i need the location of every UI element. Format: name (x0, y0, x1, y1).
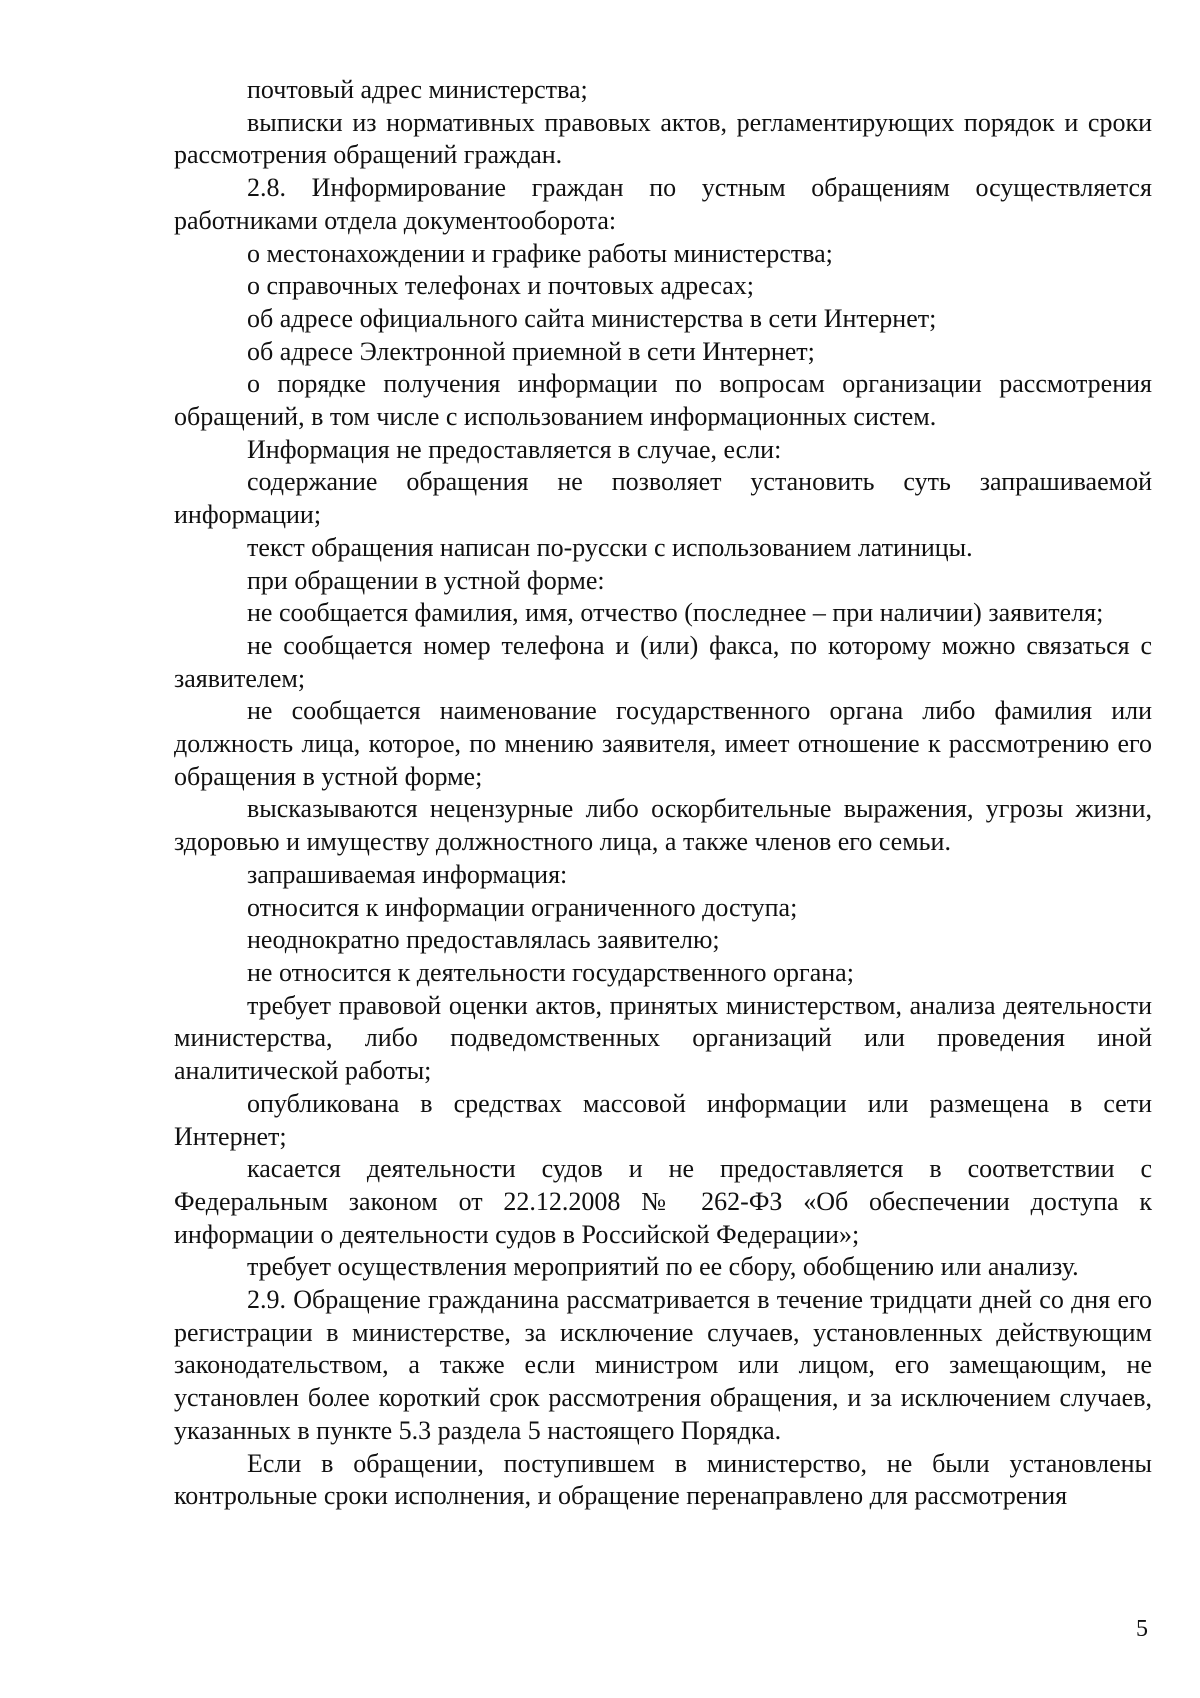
paragraph: высказываются нецензурные либо оскорбительные выражения, угрозы жизни, здоровью и имуществу должностного лица, а также членов его семьи. (174, 794, 1152, 857)
paragraph: не сообщается наименование государственного органа либо фамилия или должность лица, которое, по мнению заявителя, имеет отношение к рассмотрению его обращения в устной форме; (174, 696, 1152, 791)
paragraph: почтовый адрес министерства; (247, 75, 588, 104)
paragraph: о справочных телефонах и почтовых адресах; (247, 271, 754, 301)
paragraph: 2.8. Информирование граждан по устным обращениям осуществляется работниками отдела документооборота: (174, 173, 1152, 235)
paragraph: не сообщается номер телефона и (или) факса, по которому можно связаться с заявителем; (174, 630, 1152, 693)
paragraph: не относится к деятельности государственного органа; (247, 957, 854, 987)
paragraph: Информация не предоставляется в случае, если: (247, 434, 782, 464)
paragraph: 2.9. Обращение гражданина рассматривается в течение тридцати дней со дня его регистрации в министерстве, за исключение случаев, установленных действующим законодательством, а также если министром или лицом, его замещающим, не установлен более короткий срок рассмотрения обращения, и за исключением случаев, указанных в пункте 5.3 раздела 5 настоящего Порядка. (174, 1285, 1152, 1445)
paragraph: о местонахождении и графике работы министерства; (247, 238, 833, 268)
paragraph: содержание обращения не позволяет установить суть запрашиваемой информации; (174, 467, 1152, 530)
paragraph: Если в обращении, поступившем в министерство, не были установлены контрольные сроки исполнения, и обращение перенаправлено для рассмотрения (174, 1448, 1152, 1511)
paragraph: касается деятельности судов и не предоставляется в соответствии с Федеральным законом от 22.12.2008 № 262-ФЗ «Об обеспечении доступа к информации о деятельности судов в Российской Федерации»; (174, 1154, 1152, 1249)
paragraph: относится к информации ограниченного доступа; (247, 892, 798, 922)
paragraph: о порядке получения информации по вопросам организации рассмотрения обращений, в том числе с использованием информационных систем. (174, 369, 1152, 432)
paragraph: требует осуществления мероприятий по ее сбору, обобщению или анализу. (247, 1252, 1079, 1282)
paragraph: не сообщается фамилия, имя, отчество (последнее – при наличии) заявителя; (247, 598, 1104, 628)
paragraph: опубликована в средствах массовой информации или размещена в сети Интернет; (174, 1088, 1152, 1151)
paragraph: об адресе Электронной приемной в сети Интернет; (247, 336, 815, 366)
paragraph: текст обращения написан по-русски с использованием латиницы. (247, 532, 973, 562)
paragraph: неоднократно предоставлялась заявителю; (247, 925, 720, 955)
document-body (174, 74, 1152, 1513)
paragraph: при обращении в устной форме: (247, 565, 605, 595)
paragraph: запрашиваемая информация: (247, 859, 568, 889)
paragraph: об адресе официального сайта министерства в сети Интернет; (247, 303, 937, 333)
paragraph: требует правовой оценки актов, принятых министерством, анализа деятельности министерства, либо подведомственных организаций или проведения иной аналитической работы; (174, 990, 1152, 1086)
page-number: 5 (1136, 1616, 1148, 1642)
paragraph: выписки из нормативных правовых актов, регламентирующих порядок и сроки рассмотрения обращений граждан. (174, 107, 1152, 170)
